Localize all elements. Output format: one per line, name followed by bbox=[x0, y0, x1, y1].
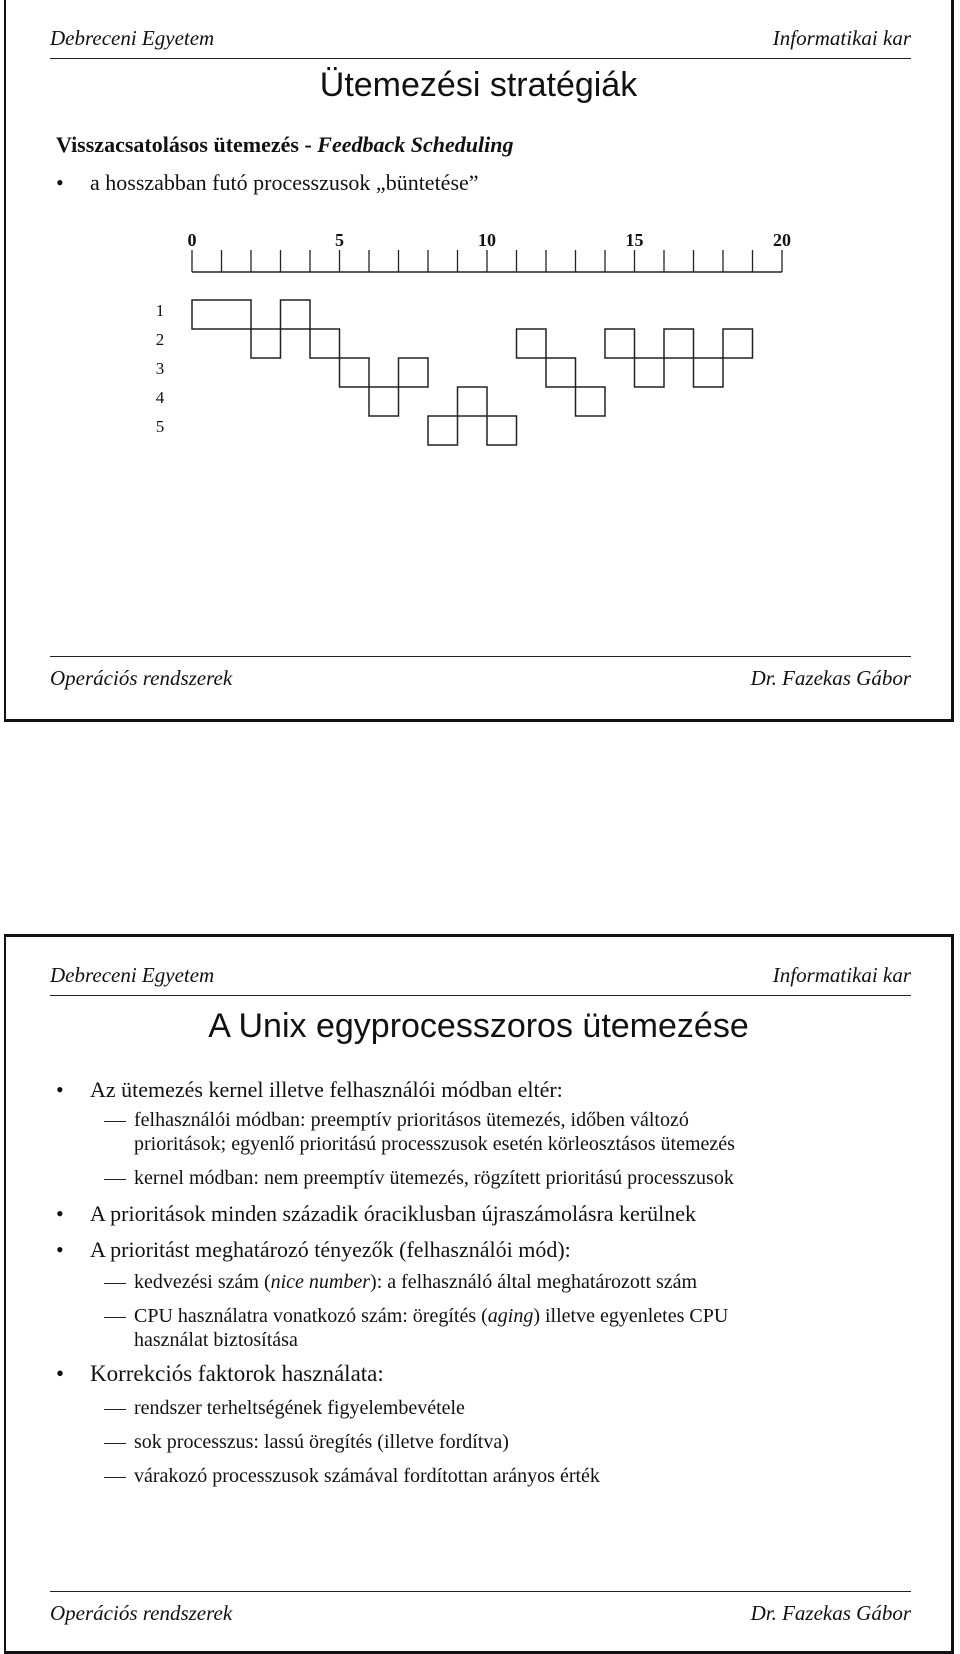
schedule-cell bbox=[517, 329, 547, 358]
schedule-cell bbox=[546, 358, 576, 387]
schedule-cell bbox=[310, 329, 340, 358]
schedule-cell bbox=[694, 358, 724, 387]
sub-load: rendszer terheltségének figyelembevétele bbox=[134, 1397, 465, 1419]
nice-pre: kedvezési szám ( bbox=[134, 1271, 271, 1293]
sub-kernel-mode: kernel módban: nem preemptív ütemezés, rögzített prioritású processzusok bbox=[134, 1167, 734, 1189]
schedule-cell bbox=[369, 387, 399, 416]
axis-tick-label: 20 bbox=[773, 230, 791, 250]
schedule-cell bbox=[664, 329, 694, 358]
schedule-cell bbox=[723, 329, 753, 358]
queue-label: 2 bbox=[155, 330, 165, 349]
schedule-cell bbox=[281, 300, 311, 329]
schedule-cell bbox=[487, 416, 517, 445]
aging-post: ) illetve egyenletes CPU bbox=[533, 1305, 729, 1327]
schedule-cell bbox=[251, 329, 281, 358]
dash-marker bbox=[104, 1121, 126, 1122]
dash-marker bbox=[104, 1477, 126, 1478]
schedule-cell bbox=[340, 358, 370, 387]
schedule-cell bbox=[399, 358, 429, 387]
footer-author: Dr. Fazekas Gábor bbox=[750, 1601, 911, 1625]
subtitle-italic: Feedback Scheduling bbox=[317, 132, 514, 157]
header-faculty: Informatikai kar bbox=[772, 26, 911, 50]
bullet-modes: • Az ütemezés kernel illetve felhasználói módban eltér: bbox=[90, 1077, 563, 1103]
dash-marker bbox=[104, 1317, 126, 1318]
axis-tick-label: 5 bbox=[335, 230, 344, 250]
schedule-cell bbox=[605, 329, 635, 358]
nice-italic: nice number bbox=[270, 1271, 371, 1293]
sub-many-processes: sok processzus: lassú öregítés (illetve fordítva) bbox=[134, 1431, 509, 1453]
header-faculty: Informatikai kar bbox=[772, 963, 911, 987]
dash-marker bbox=[104, 1443, 126, 1444]
slide-header bbox=[50, 963, 911, 997]
dash-marker bbox=[104, 1409, 126, 1410]
slide-title: A Unix egyprocesszoros ütemezése bbox=[208, 1007, 749, 1045]
nice-post: ): a felhasználó által meghatározott szám bbox=[370, 1271, 698, 1293]
header-university: Debreceni Egyetem bbox=[50, 26, 215, 50]
bullet-correction: • Korrekciós faktorok használata: bbox=[90, 1361, 384, 1387]
sub-waiting: várakozó processzusok számával fordítottan arányos érték bbox=[134, 1465, 600, 1487]
queue-label: 5 bbox=[155, 417, 165, 436]
bullet-recalc: • A prioritások minden századik óraciklusban újraszámolásra kerülnek bbox=[90, 1201, 696, 1227]
queue-label: 3 bbox=[155, 359, 165, 378]
sub-nice-number bbox=[134, 1271, 697, 1294]
schedule-cell bbox=[576, 387, 606, 416]
schedule-cell bbox=[635, 358, 665, 387]
bullet-factors: • A prioritást meghatározó tényezők (felhasználói mód): bbox=[90, 1237, 571, 1263]
queue-label: 4 bbox=[155, 388, 165, 407]
slide-1 bbox=[4, 0, 954, 722]
dash-marker bbox=[104, 1283, 126, 1284]
footer-course: Operációs rendszerek bbox=[50, 666, 233, 690]
subtitle-bold: Visszacsatolásos ütemezés - bbox=[56, 132, 318, 157]
axis-tick-label: 10 bbox=[478, 230, 496, 250]
aging-pre: CPU használatra vonatkozó szám: öregítés ( bbox=[134, 1305, 488, 1327]
slide-2 bbox=[4, 934, 954, 1654]
dash-marker bbox=[104, 1179, 126, 1180]
footer-rule bbox=[50, 656, 911, 657]
schedule-cell bbox=[428, 416, 458, 445]
sub-user-mode-1: felhasználói módban: preemptív prioritásos ütemezés, időben változó bbox=[134, 1109, 689, 1131]
aging-italic: aging bbox=[487, 1305, 534, 1327]
schedule-cell bbox=[458, 387, 488, 416]
axis-tick-label: 0 bbox=[187, 230, 197, 250]
footer-author: Dr. Fazekas Gábor bbox=[750, 666, 911, 690]
header-rule bbox=[50, 995, 911, 996]
sub-user-mode-2: prioritások; egyenlő prioritású processzusok esetén körleosztásos ütemezés bbox=[134, 1133, 735, 1155]
footer-rule bbox=[50, 1591, 911, 1592]
footer-course: Operációs rendszerek bbox=[50, 1601, 233, 1625]
axis-tick-label: 15 bbox=[625, 230, 644, 250]
feedback-scheduling-chart bbox=[6, 0, 952, 720]
slide-title: Ütemezési stratégiák bbox=[319, 66, 638, 104]
header-university: Debreceni Egyetem bbox=[50, 963, 215, 987]
schedule-cell bbox=[192, 300, 251, 329]
bullet-penalty: • a hosszabban futó processzusok „büntetése” bbox=[90, 170, 479, 196]
sub-aging-2: használat biztosítása bbox=[134, 1329, 298, 1351]
queue-label: 1 bbox=[155, 301, 165, 320]
sub-aging-1 bbox=[134, 1305, 728, 1328]
